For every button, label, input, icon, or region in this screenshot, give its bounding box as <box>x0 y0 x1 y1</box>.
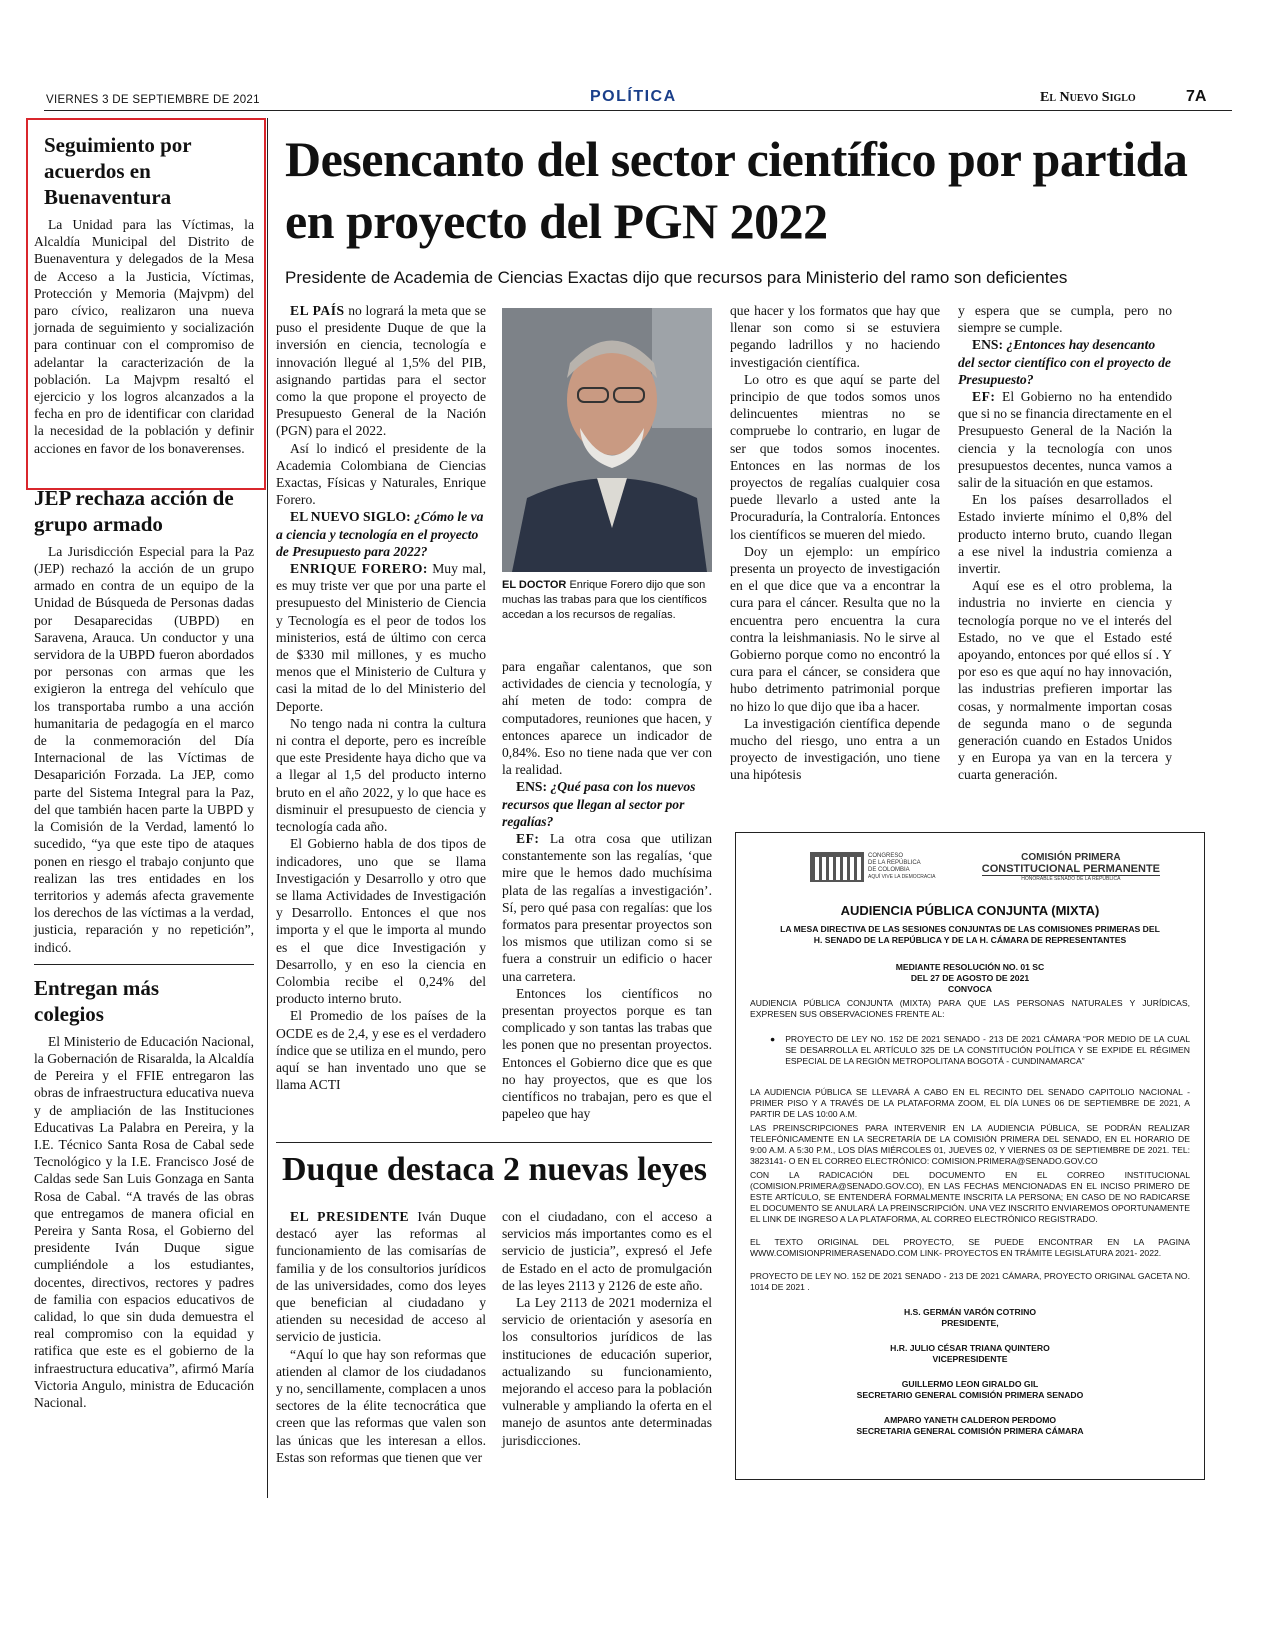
paragraph: “Aquí lo que hay son reformas que atienden al clamor de los ciudadanos y no, sencillamente, complacen a unos sectores de la élite tecnocrática que creen que las reformas que valen son las únicas que les interesan a ellos. Estas son reformas que tienen que ver <box>276 1346 486 1465</box>
brief-title: Entregan más colegios <box>34 975 160 1026</box>
article-column-1 <box>276 302 486 1093</box>
brief-body: La Unidad para las Víctimas, la Alcaldía Municipal del Distrito de Buenaventura y delegados de la Mesa de Acceso a la Justicia, Víctimas, Protección y Memoria (Majvpm) del paro cívico, realizaron una nueva jornada de seguimiento y socialización para continuar con el compromiso de adelantar la caracterización de la población. La Majvpm resaltó el ejercicio y los logros alcanzados a la fecha en pro de identificar con claridad la necesidad de la población y definir acciones en favor de los bonaverenses. <box>34 217 254 456</box>
section-divider <box>276 1142 712 1143</box>
signature-role: SECRETARIA GENERAL COMISIÓN PRIMERA CÁMARA <box>856 1426 1084 1436</box>
logo-text: COMISIÓN PRIMERA <box>1021 852 1121 863</box>
question: ENS: ¿Entonces hay desencanto del sector científico con el proyecto de Presupuesto? <box>958 337 1171 387</box>
signature-block <box>750 1307 1190 1437</box>
paragraph: EL PAÍS no logrará la meta que se puso el presidente Duque de que la inversión en ciencia, tecnología e innovación llegué al 1,5% del PIB, asignando partidas para el sector como la que propone el proyecto de Presupuesto General de la Nación (PGN) para el 2022. <box>276 303 486 439</box>
divider <box>34 964 254 965</box>
photo-caption <box>502 578 712 623</box>
brief-body: La Jurisdicción Especial para la Paz (JEP) rechazó la acción de un grupo armado en contra de un equipo de la Unidad de Búsqueda de Personas dadas por Desaparecidas (UBPD) en Saravena, Arauca. Un conductor y una servidora de la UBPD fueron abordados por personas con armas que les exigieron la entrega del vehículo que los transportaba rumbo a una acción humanitaria de pedagogía en el marco de la conmemoración del Día Internacional de las Víctimas de Desaparición Forzada. La JEP, como parte del Sistema Integral para la Paz, del que también hacen parte la UBPD y la Comisión de la Verdad, lamentó lo sucedido, “ya que este tipo de ataques ponen en riesgo el trabajo conjunto que realizan las tres entidades en los territorios y además afecta gravemente los derechos de las víctimas a la verdad, justicia, reparación y no repetición”, indicó. <box>34 543 254 955</box>
paragraph: La investigación científica depende mucho del riesgo, uno entra a un proyecto de investigación, uno tiene una hipótesis <box>730 715 940 783</box>
paragraph: que hacer y los formatos que hay que llenar son como si se estuviera pegando ladrillos y no haciendo investigación científica. <box>730 303 940 370</box>
signature-role: VICEPRESIDENTE <box>932 1354 1008 1364</box>
paragraph: En los países desarrollados el Estado invierte mínimo el 0,8% del producto interno bruto, cuando llegan a ese nivel la industria comienza a invertir. <box>958 492 1172 577</box>
paragraph: No tengo nada ni contra la cultura ni contra el deporte, pero es increíble que este Presidente haya dicho que va a llegar al 1,5 del producto interno bruto en el año 2022, y lo que hace es disminuir el presupuesto de ciencia y tecnología cada año. <box>276 715 486 835</box>
brief-title: Seguimiento por acuerdos en Buenaventura <box>44 133 192 209</box>
colegios-brief <box>34 975 254 1411</box>
notice-bullet <box>770 1034 1190 1067</box>
sidebar <box>34 132 254 1411</box>
logo-text: CONSTITUCIONAL PERMANENTE <box>981 863 1160 875</box>
notice-resolution: MEDIANTE RESOLUCIÓN NO. 01 SC <box>895 962 1045 972</box>
duque-headline: Duque destaca 2 nuevas leyes <box>282 1151 708 1188</box>
question: ENS: ¿Qué pasa con los nuevos recursos que llegan al sector por regalías? <box>502 779 696 829</box>
article-column-2 <box>502 658 712 1122</box>
notice-paragraph: LA AUDIENCIA PÚBLICA SE LLEVARÁ A CABO EN EL RECINTO DEL SENADO CAPITOLIO NACIONAL - PRIMER PISO Y A TRAVÉS DE LA PLATAFORMA ZOOM, EL DÍA LUNES 06 DE SEPTIEMBRE DE 2021, A PARTIR DE LAS 10:00 A.M. <box>750 1087 1190 1119</box>
brief-body: El Ministerio de Educación Nacional, la Gobernación de Risaralda, la Alcaldía de Pereira y el FFIE entregaron las obras de infraestructura educativa nueva y de ampliación de las Instituciones Educativas La Palabra en Pereira, y la I.E. Técnico Santa Rosa de Cabal sede Tecnológico y la I.E. Francisco José de Caldas sede San Luis Gonzaga en Santa Rosa de Cabal. “A través de las obras que entregamos de manera oficial en Pereira y Santa Rosa, el Gobierno del presidente Iván Duque sigue cumpliéndole a los estudiantes, docentes, directivos, rectores y padres de familia con espacios educativos de calidad, lo que sin duda demuestra el real compromiso con la equidad y ratifica que este es el gobierno de la infraestructura educativa”, afirmó María Victoria Angulo, ministra de Educación Nacional. <box>34 1033 254 1410</box>
signature-role: SECRETARIO GENERAL COMISIÓN PRIMERA SENADO <box>856 1390 1084 1400</box>
paragraph: ENRIQUE FORERO: Muy mal, es muy triste ver que por una parte el presupuesto del Ministerio de Ciencia y Tecnología es el peor de todos los ministerios, está de último con cerca de $330 mil millones, y es mucho menos que el Ministerio de Cultura y casi la mitad de lo del Ministerio del Deporte. <box>276 561 486 714</box>
logo-text: CONGRESO <box>868 853 904 859</box>
notice-paragraph: EL TEXTO ORIGINAL DEL PROYECTO, SE PUEDE ENCONTRAR EN LA PAGINA WWW.COMISIONPRIMERASENADO.COM LINK- PROYECTOS EN TRÁMITE LEGISLATURA 2021- 2022. <box>750 1237 1190 1258</box>
logo-text: AQUÍ VIVE LA DEMOCRACIA <box>868 874 936 880</box>
paragraph: Así lo indicó el presidente de la Academia Colombiana de Ciencias Exactas, Físicas y Naturales, Enrique Forero. <box>276 440 486 508</box>
caption-text: Enrique Forero dijo que son muchas las trabas para que los científicos accedan a los recursos de regalías. <box>502 579 707 621</box>
signature-name: H.R. JULIO CÉSAR TRIANA QUINTERO <box>890 1343 1050 1353</box>
header-rule <box>44 110 1232 111</box>
section-label: POLÍTICA <box>590 88 677 105</box>
signature-name: AMPARO YANETH CALDERON PERDOMO <box>883 1415 1057 1425</box>
headline: Desencanto del sector científico por partida en proyecto del PGN 2022 <box>285 131 1188 249</box>
notice-paragraph: LAS PREINSCRIPCIONES PARA INTERVENIR EN LA AUDIENCIA PÚBLICA, SE PODRÁN REALIZAR TELEFÓNICAMENTE EN LA SECRETARÍA DE LA COMISIÓN PRIMERA DEL SENADO, EN EL HORARIO DE 9:00 A.M. A 5:30 P.M., LOS DÍAS MIÉRCOLES 01, JUEVES 02, Y VIERNES 03 DE SEPTIEMBRE DE 2021. TEL: 3823141- O EN EL CORREO ELECTRÓNICO: COMISION.PRIMERA@SENADO.GOV.CO <box>750 1123 1190 1166</box>
logo-text: DE LA REPÚBLICA <box>868 860 921 866</box>
congreso-logo <box>810 852 936 882</box>
paragraph: EF: La otra cosa que utilizan constantemente son las regalías, ‘que mire que le hemos dado muchísima plata de las regalías a investigación’. Sí, pero qué pasa con regalías: que los formatos para presentar proyectos son los mismos que utilizan como si se fuera a construir un edificio o hacer una carretera. <box>502 831 712 984</box>
paragraph: EF: El Gobierno no ha entendido que si no se financia directamente en el Presupuesto General de la Nación la ciencia y la tecnología con unos presupuestos decentes, nunca vamos a salir de la situación en que estamos. <box>958 389 1173 491</box>
paragraph: Aquí ese es el otro problema, la industria no invierte en ciencia y tecnología porque no ve el interés del Estado, no ve que el Estado esté apoyando, entonces por qué ellos sí . Y por eso es que aquí no hay innovación, las industrias prefieren importar las cosas, y normalmente importan cosas de segunda mano o de segunda generación cuando en Estados Unidos y en Europa ya van en la tercera y cuarta generación. <box>958 578 1172 783</box>
paragraph: El Promedio de los países de la OCDE es de 2,4, y ese es el verdadero índice que se utiliza en el mundo, pero aquí se han inventado uno que se llama ACTI <box>276 1008 486 1093</box>
notice-title: AUDIENCIA PÚBLICA CONJUNTA (MIXTA) <box>840 903 1100 918</box>
duque-column-2 <box>502 1208 712 1449</box>
jep-brief <box>34 485 254 956</box>
signature-name: GUILLERMO LEON GIRALDO GIL <box>901 1379 1039 1389</box>
logo-text: HONORABLE SENADO DE LA REPÚBLICA <box>1021 876 1121 882</box>
capitol-icon <box>810 852 864 882</box>
paragraph: Lo otro es que aquí se parte del principio de que todos somos unos delincuentes mientras no se compruebe lo contrario, en lugar de ser que todos somos inocentes. Entonces en las normas de los proyectos de regalías cualquier cosa puede llevarlo a usted ante la Procuraduría, la Contraloría. Entonces los científicos se mueren del miedo. <box>730 371 940 542</box>
page-date: VIERNES 3 DE SEPTIEMBRE DE 2021 <box>46 94 260 106</box>
logo-text: DE COLOMBIA <box>868 867 910 873</box>
newspaper-name: El Nuevo Siglo <box>1040 90 1136 105</box>
page-number: 7A <box>1186 88 1207 105</box>
brief-title: JEP rechaza acción de grupo armado <box>34 485 234 536</box>
notice-resolution-date: DEL 27 DE AGOSTO DE 2021 <box>910 973 1030 983</box>
subheadline: Presidente de Academia de Ciencias Exactas dijo que recursos para Ministerio del ramo son deficientes <box>285 268 1068 287</box>
question: EL NUEVO SIGLO: ¿Cómo le va a ciencia y tecnología en el proyecto de Presupuesto para 2022? <box>276 509 484 559</box>
paragraph: y espera que se cumpla, pero no siempre se cumple. <box>958 303 1172 336</box>
paragraph: Doy un ejemplo: un empírico presenta un proyecto de investigación en el que dice que va a encontrar la cura para el cáncer. Resulta que no la encuentra pero encuentra la cura contra la leishmaniasis. No le sirve al Gobierno porque como no encontró la cura para el cáncer, se considera que hubo detrimento patrimonial porque no hizo lo que dijo que iba a hacer. <box>730 543 940 714</box>
notice-paragraph: CON LA RADICACIÓN DEL DOCUMENTO EN EL CORREO INSTITUCIONAL (COMISION.PRIMERA@SENADO.GOV.CO), EN LAS FECHAS MENCIONADAS EN EL INCISO PRIMERO DE ESTE ARTÍCULO, SE ENTENDERÁ FORMALMENTE INSCRITA LA PERSONA; EN CASO DE NO RADICARSE EL DOCUMENTO SE ANULARÁ LA PREINSCRIPCIÓN. UNA VEZ INSCRITO ENVIAREMOS OPORTUNAMENTE EL LINK DE INGRESO A LA PLATAFORMA, AL CORREO ELECTRÓNICO REGISTRADO. <box>750 1170 1190 1224</box>
comision-logo <box>982 852 1160 882</box>
duque-column-1 <box>276 1208 486 1466</box>
public-notice <box>735 832 1205 1480</box>
paragraph: para engañar calentanos, que son actividades de ciencia y tecnología, y ahí meten de todo: compra de computadores, reuniones que hacen, y entonces aparece un indicador de 0,84%. Eso no tiene nada que ver con la realidad. <box>502 659 712 778</box>
paragraph: La Ley 2113 de 2021 moderniza el servicio de orientación y asesoría en los consultorios jurídicos de las instituciones de educación superior, actualizando su funcionamiento, mejorando el acceso para la población vulnerable y ampliando la oferta en el manejo de asuntos ante determinadas jurisdicciones. <box>502 1295 712 1448</box>
notice-bullet-text: PROYECTO DE LEY NO. 152 DE 2021 SENADO - 213 DE 2021 CÁMARA “POR MEDIO DE LA CUAL SE DESARROLLA EL ARTÍCULO 325 DE LA CONSTITUCIÓN POLÍTICA Y SE EXPIDE EL RÉGIMEN ESPECIAL DE LA REGIÓN METROPOLITANA BOGOTÁ - CUNDINAMARCA” <box>785 1034 1190 1066</box>
notice-paragraph: AUDIENCIA PÚBLICA CONJUNTA (MIXTA) PARA QUE LAS PERSONAS NATURALES Y JURÍDICAS, EXPRESEN SUS OBSERVACIONES FRENTE AL: <box>750 998 1190 1019</box>
photo-enrique-forero <box>502 308 712 572</box>
notice-logos <box>750 845 1190 889</box>
signature-name: H.S. GERMÁN VARÓN COTRINO <box>903 1307 1037 1317</box>
article-column-3 <box>730 302 940 784</box>
notice-paragraph: PROYECTO DE LEY NO. 152 DE 2021 SENADO - 213 DE 2021 CÁMARA, PROYECTO ORIGINAL GACETA NO. 1014 DE 2021 . <box>750 1271 1190 1292</box>
notice-convoca: CONVOCA <box>948 984 992 994</box>
article-column-4 <box>958 302 1172 784</box>
notice-intro: LA MESA DIRECTIVA DE LAS SESIONES CONJUNTAS DE LAS COMISIONES PRIMERAS DEL H. SENADO DE LA REPÚBLICA Y DE LA H. CÁMARA DE REPRESENTANTES <box>780 924 1160 945</box>
paragraph: con el ciudadano, con el acceso a servicios más importantes como es el servicio de justicia”, expresó el Jefe de Estado en el acto de promulgación de las leyes 2113 y 2126 de este año. <box>502 1209 712 1293</box>
signature-role: PRESIDENTE, <box>941 1318 999 1328</box>
paragraph: El Gobierno habla de dos tipos de indicadores, uno que se llama Investigación y Desarrollo y otro que se llama Actividades de Investigación y Desarrollo. Entonces el que nos importa y el que le importa al mundo es el que dice Investigación y Desarrollo, y en eso la ciencia en Colombia recibe el 0,24% del producto interno bruto. <box>276 836 486 1007</box>
paragraph: Entonces los científicos no presentan proyectos porque es tan complicado y son tantas las trabas que les ponen que no presentan proyectos. Entonces el Gobierno dice que es que no hay proyectos, que es que los científicos no trabajan, pero es que el papeleo que hay <box>502 985 712 1122</box>
paragraph: EL PRESIDENTE Iván Duque destacó ayer las reformas al funcionamiento de las comisarías de familia y de los consultorios jurídicos de las universidades, como dos leyes que benefician al ciudadano y atienden su necesidad de acceso al servicio de justicia. <box>276 1209 487 1345</box>
column-divider <box>267 118 268 1498</box>
caption-lead: EL DOCTOR <box>502 579 567 591</box>
bullet-icon: ● <box>770 1034 776 1044</box>
buenaventura-brief <box>34 132 254 457</box>
